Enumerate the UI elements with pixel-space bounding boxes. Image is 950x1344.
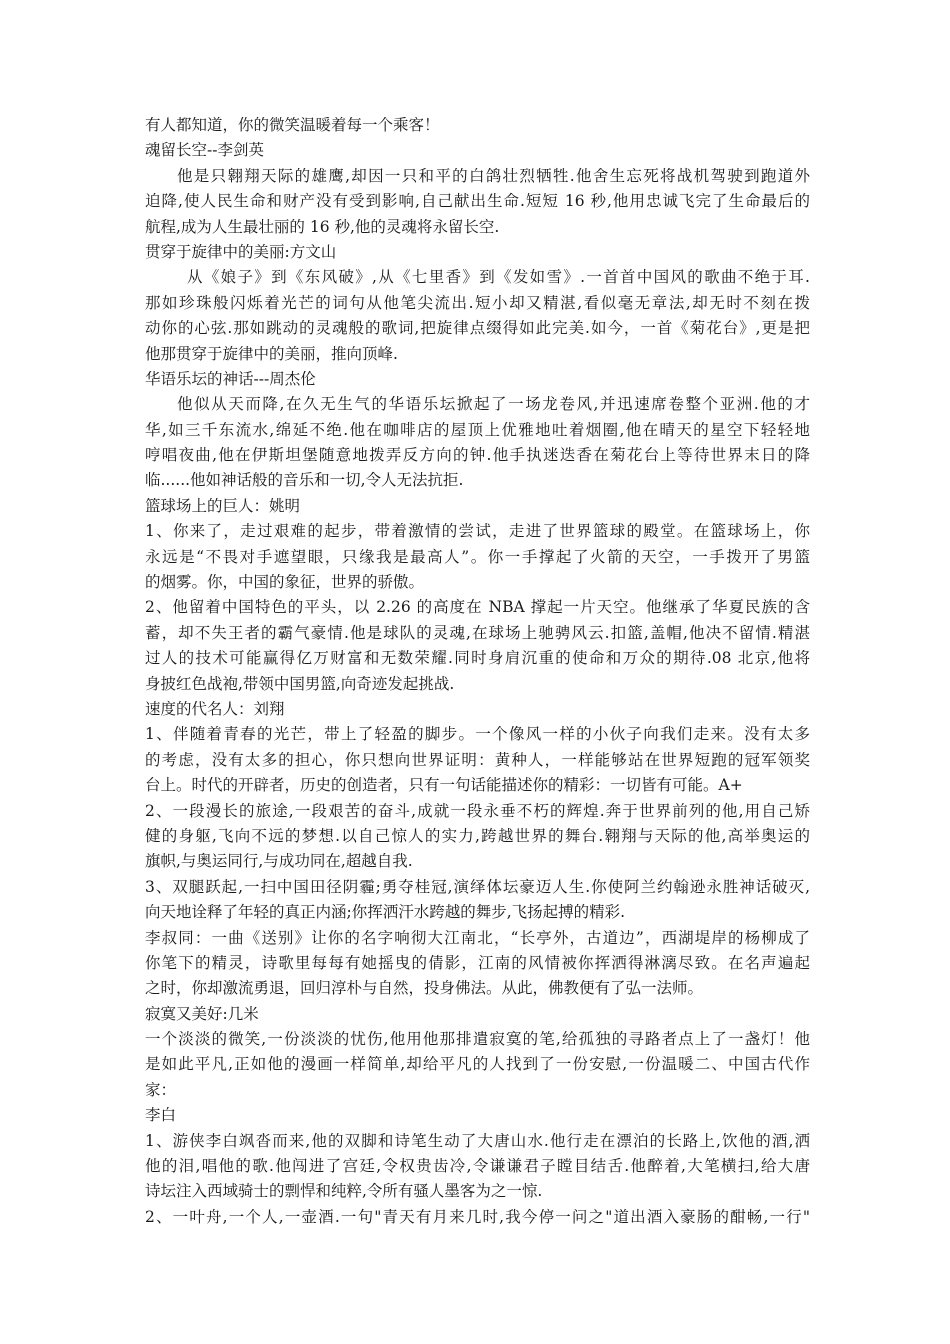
text-line: 的烟雾。你，中国的象征，世界的骄傲。 [145, 573, 425, 592]
text-line: 有人都知道，你的微笑温暖着每一个乘客！ [145, 116, 440, 134]
text-line: 3、双腿跃起,一扫中国田径阴霾;勇夺桂冠,演绎体坛豪迈人生.你使阿兰约翰逊永胜神话破灭, [145, 877, 810, 896]
text-line: 2、一段漫长的旅途,一段艰苦的奋斗,成就一段永垂不朽的辉煌.奔于世界前列的他,用自己矫 [145, 801, 810, 820]
text-line: 从《娘子》到《东风破》,从《七里香》到《发如雪》.一首首中国风的歌曲不绝于耳. [187, 268, 810, 287]
text-line: 过人的技术可能赢得亿万财富和无数荣耀.同时身肩沉重的使命和万众的期待.08 北京,他将 [145, 649, 810, 668]
text-line: 他是只翱翔天际的雄鹰,却因一只和平的白鸽壮烈牺牲.他舍生忘死将战机驾驶到跑道外 [177, 166, 810, 185]
section-heading: 李白 [145, 1106, 177, 1125]
text-line: 台上。时代的开辟者，历史的创造者，只有一句话能描述你的精彩：一切皆有可能。A+ [145, 776, 743, 795]
text-line: 他的泪,唱他的歌.他闯进了宫廷,令权贵齿冷,令谦谦君子瞠目结舌.他醉着,大笔横扫,给大唐 [145, 1157, 810, 1176]
text-line: 蓄，却不失王者的霸气豪情.他是球队的灵魂,在球场上驰骋风云.扣篮,盖帽,他决不留情.精湛 [145, 623, 810, 642]
text-line: 动你的心弦.那如跳动的灵魂般的歌词,把旋律点缀得如此完美.如今，一首《菊花台》,更是把 [145, 319, 810, 338]
text-line: 1、伴随着青春的光芒，带上了轻盈的脚步。一个像风一样的小伙子向我们走来。没有太多 [145, 725, 810, 744]
text-line: 哼唱夜曲,他在伊斯坦堡随意地拨弄反方向的钟.他手执迷迭香在菊花台上等待世界末日的降 [145, 446, 810, 465]
section-heading: 寂寞又美好:几米 [145, 1004, 259, 1023]
text-line: 李叔同：一曲《送别》让你的名字响彻大江南北，“长亭外，古道边”，西湖堤岸的杨柳成了 [145, 928, 810, 947]
text-line: 的考虑，没有太多的担心，你只想向世界证明：黄种人，一样能够站在世界短跑的冠军领奖 [145, 750, 810, 769]
section-heading: 魂留长空--李剑英 [145, 141, 264, 160]
text-line: 临......他如神话般的音乐和一切,令人无法抗拒. [145, 471, 464, 490]
text-line: 他那贯穿于旋律中的美丽，推向顶峰. [145, 344, 398, 363]
text-line: 迫降,使人民生命和财产没有受到影响,自己献出生命.短短 16 秒,他用忠诚飞完了生命最后的 [145, 192, 810, 211]
text-line: 他似从天而降,在久无生气的华语乐坛掀起了一场龙卷风,并迅速席卷整个亚洲.他的才 [177, 395, 810, 414]
text-line: 2、一叶舟,一个人,一壶酒.一句"青天有月来几时,我今停一问之"道出酒入豪肠的酣畅,一行" [145, 1207, 810, 1226]
text-line: 之时，你却激流勇退，回归淳朴与自然，投身佛法。从此，佛教便有了弘一法师。 [145, 979, 704, 998]
text-line: 2、他留着中国特色的平头，以 2.26 的高度在 NBA 撑起一片天空。他继承了华夏民族的含 [145, 598, 810, 617]
text-line: 旗帜,与奥运同行,与成功同在,超越自我. [145, 852, 413, 871]
text-line: 华,如三千东流水,绵延不绝.他在咖啡店的屋顶上优雅地吐着烟圈,他在晴天的星空下轻轻地 [145, 420, 810, 439]
text-line: 是如此平凡,正如他的漫画一样简单,却给平凡的人找到了一份安慰,一份温暖二、中国古代作 [145, 1055, 810, 1074]
text-line: 诗坛注入西域骑士的剽悍和纯粹,令所有骚人墨客为之一惊. [145, 1182, 543, 1201]
document-body [145, 113, 810, 1230]
text-line: 永远是“不畏对手遮望眼，只缘我是最高人”。你一手撑起了火箭的天空，一手拨开了男篮 [145, 547, 810, 566]
text-line: 健的身躯,飞向不远的梦想.以自己惊人的实力,跨越世界的舞台.翱翔与天际的他,高举奥运的 [145, 826, 810, 845]
section-heading: 华语乐坛的神话---周杰伦 [145, 369, 316, 388]
text-line: 那如珍珠般闪烁着光芒的词句从他笔尖流出.短小却又精湛,看似毫无章法,却无时不刻在拨 [145, 293, 810, 312]
section-heading: 篮球场上的巨人：姚明 [145, 496, 301, 515]
text-line: 航程,成为人生最壮丽的 16 秒,他的灵魂将永留长空. [145, 217, 500, 236]
text-line: 向天地诠释了年轻的真正内涵;你挥洒汗水跨越的舞步,飞扬起搏的精彩. [145, 903, 626, 922]
text-line: 你笔下的精灵，诗歌里每每有她摇曳的倩影，江南的风情被你挥洒得淋漓尽致。在名声遍起 [145, 953, 810, 972]
section-heading: 贯穿于旋律中的美丽:方文山 [145, 242, 337, 261]
text-line: 身披红色战袍,带领中国男篮,向奇迹发起挑战. [145, 674, 455, 693]
text-line: 一个淡淡的微笑,一份淡淡的忧伤,他用他那排遣寂寞的笔,给孤独的寻路者点上了一盏灯！他 [145, 1030, 810, 1049]
text-line: 家： [145, 1080, 177, 1099]
text-line: 1、游侠李白飒沓而来,他的双脚和诗笔生动了大唐山水.他行走在漂泊的长路上,饮他的酒,洒 [145, 1131, 810, 1150]
section-heading: 速度的代名人：刘翔 [145, 699, 285, 718]
text-line: 1、你来了，走过艰难的起步，带着激情的尝试，走进了世界篮球的殿堂。在篮球场上，你 [145, 522, 810, 541]
